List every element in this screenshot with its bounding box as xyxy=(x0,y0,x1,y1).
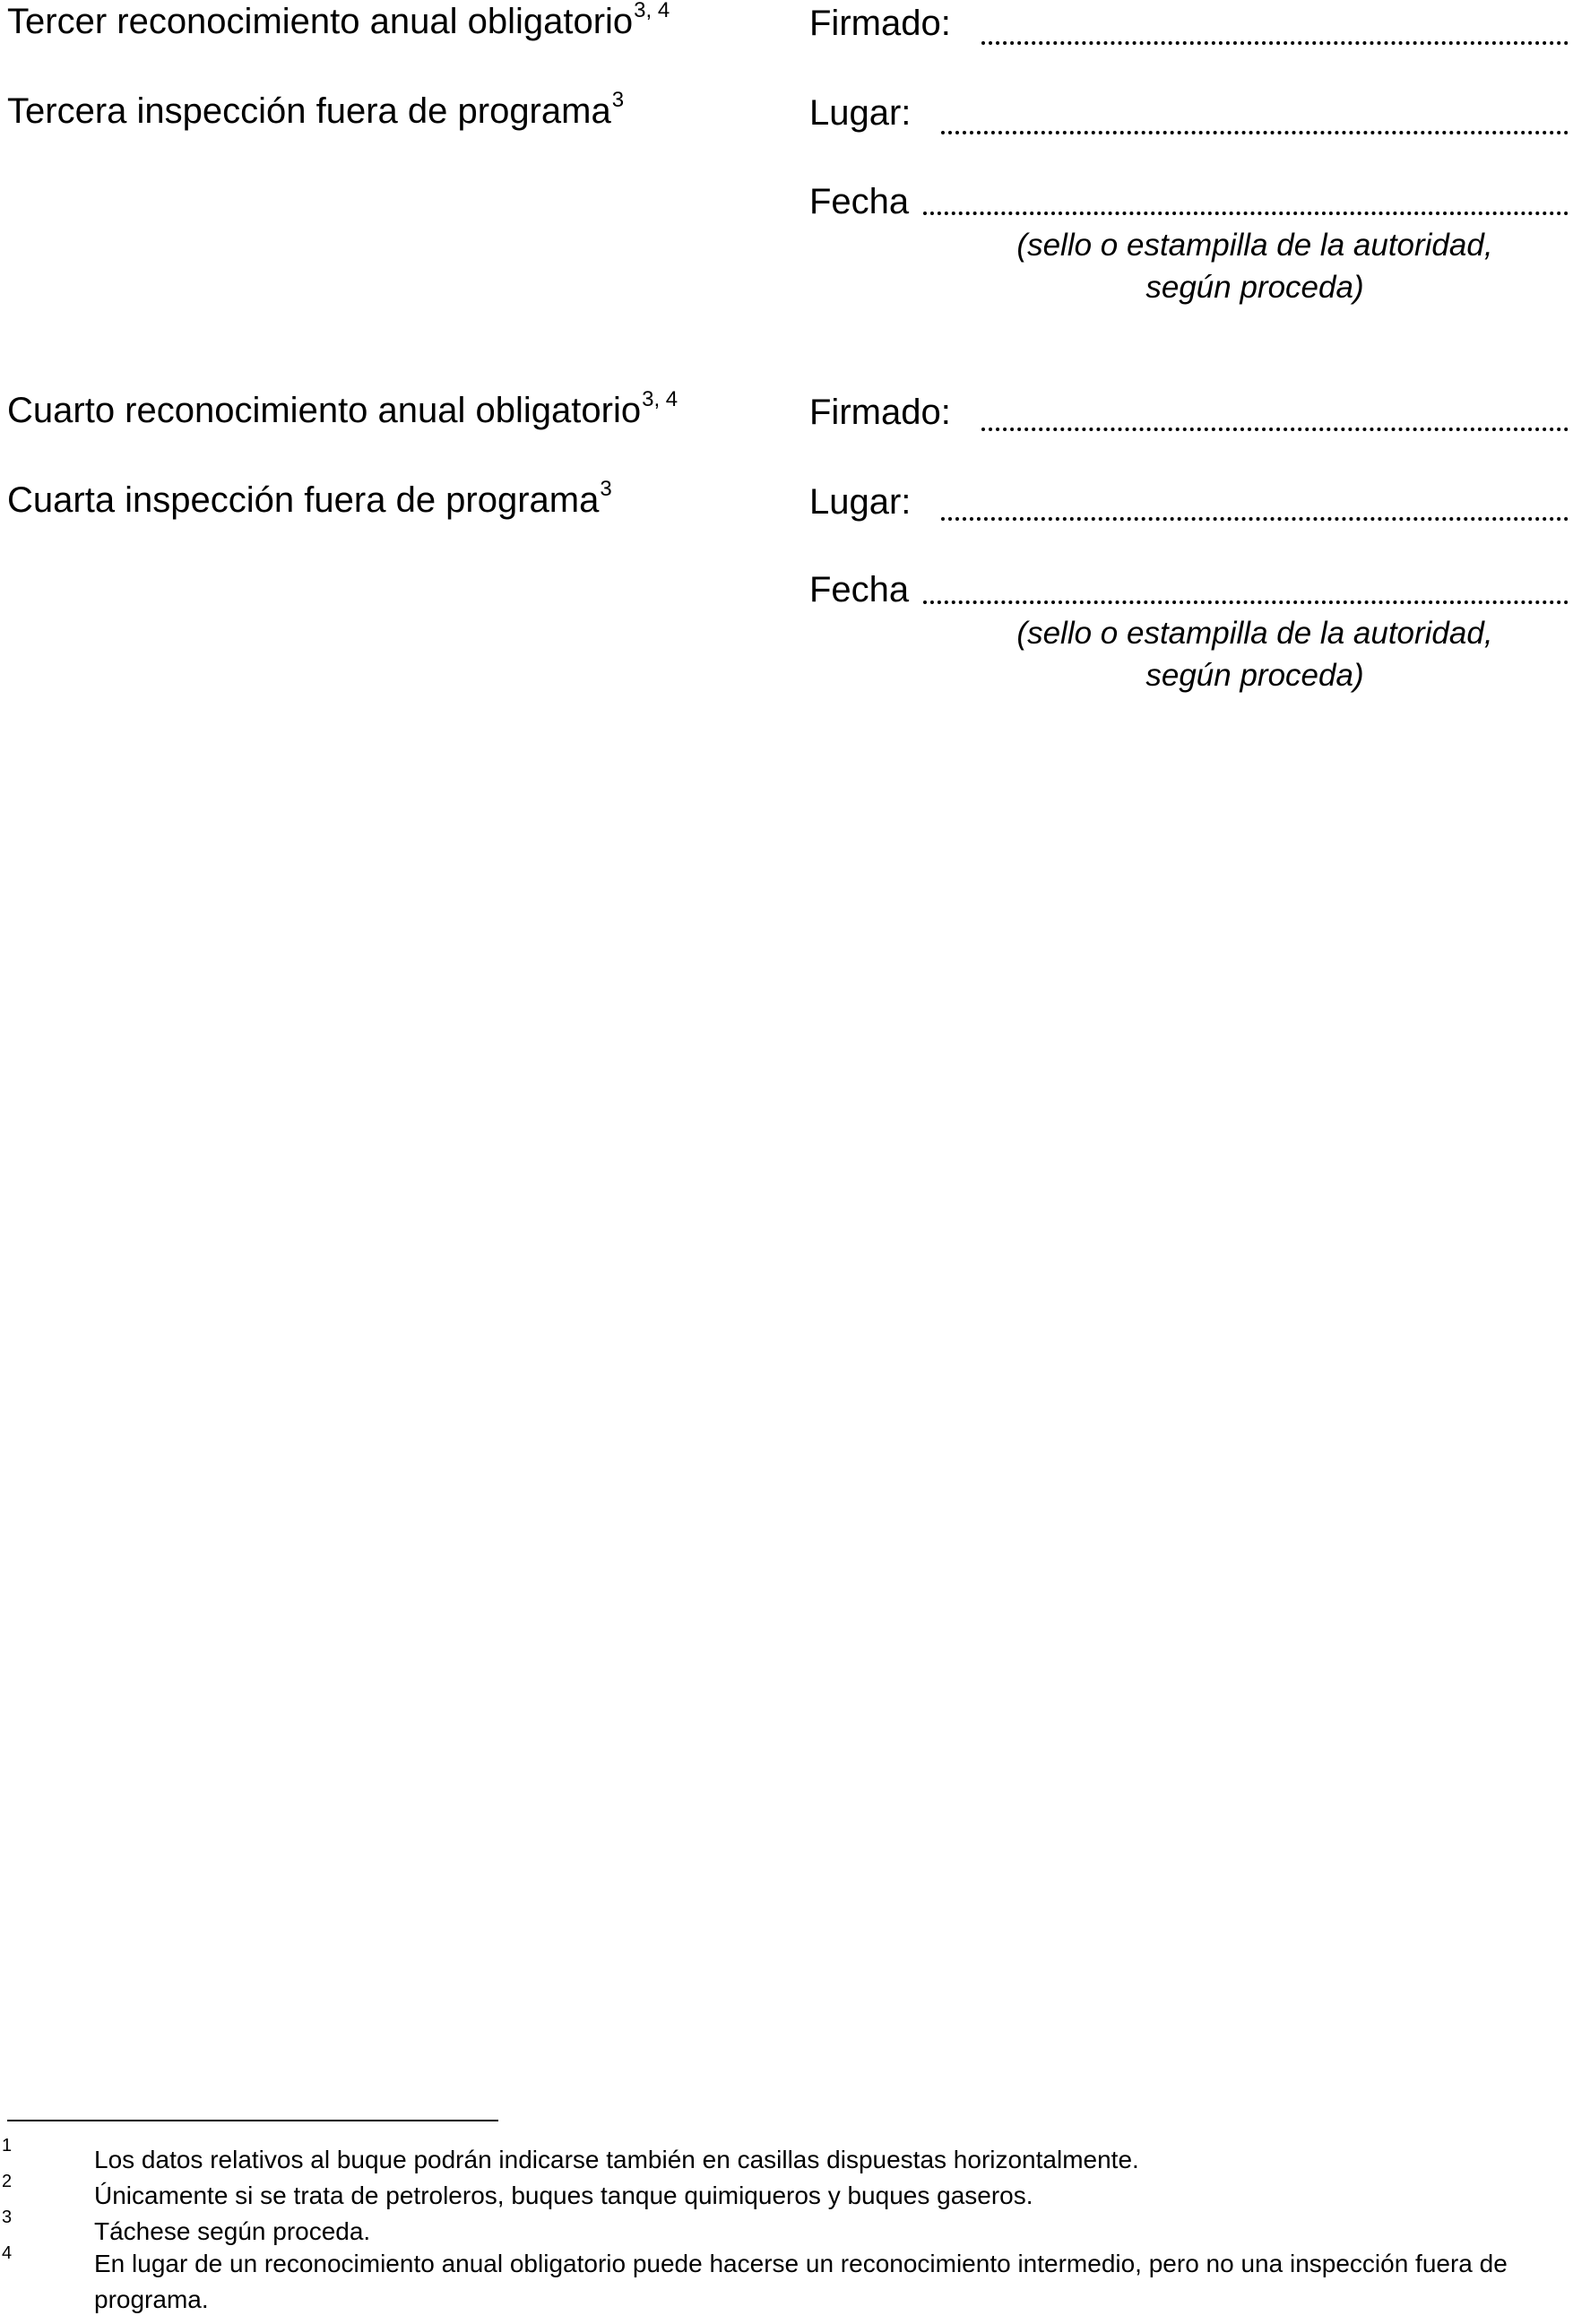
footnote-ref: 3, 4 xyxy=(642,387,678,411)
place-label: Lugar: xyxy=(809,93,912,133)
footnote-text: En lugar de un reconocimiento anual obligatorio puede hacerse un reconocimiento intermedio, pero no una inspección fuera de programa. xyxy=(94,2250,1508,2313)
survey-label: Tercer reconocimiento anual obligatorio$^{3, 4}$ xyxy=(7,0,670,41)
footnote-number: 2 xyxy=(2,2172,13,2191)
footnote-number: 3 xyxy=(2,2207,13,2227)
inspection-label: Cuarta inspección fuera de programa$^3$ xyxy=(7,477,612,520)
signature-line[interactable] xyxy=(981,428,1569,431)
footnote-ref: 3 xyxy=(600,477,612,501)
date-label: Fecha xyxy=(809,570,910,609)
signature-line[interactable] xyxy=(981,41,1569,45)
signed-label: Firmado: xyxy=(809,4,951,43)
date-line[interactable] xyxy=(923,212,1569,215)
footnote-separator xyxy=(7,2120,498,2121)
footnote-text: Táchese según proceda. xyxy=(94,2217,371,2245)
place-label: Lugar: xyxy=(809,482,912,522)
place-line[interactable] xyxy=(941,517,1569,521)
footnote-ref: 3, 4 xyxy=(634,0,670,22)
survey-label: Cuarto reconocimiento anual obligatorio$^{3, 4}$ xyxy=(7,387,678,430)
footnote-text: Únicamente si se trata de petroleros, buques tanque quimiqueros y buques gaseros. xyxy=(94,2181,1033,2209)
footnote-number: 1 xyxy=(2,2136,13,2156)
footnote-number: 4 xyxy=(2,2243,13,2263)
stamp-note: (sello o estampilla de la autoridad, según proceda) xyxy=(1016,616,1493,693)
signed-label: Firmado: xyxy=(809,393,951,432)
date-line[interactable] xyxy=(923,600,1569,604)
place-line[interactable] xyxy=(941,131,1569,134)
footnote-ref: 3 xyxy=(611,88,625,112)
inspection-label: Tercera inspección fuera de programa$^3$ xyxy=(7,88,625,131)
footnote-text: Los datos relativos al buque podrán indicarse también en casillas dispuestas horizontalmente. xyxy=(94,2146,1139,2173)
date-label: Fecha xyxy=(809,182,910,221)
stamp-note: (sello o estampilla de la autoridad, según proceda) xyxy=(1016,228,1493,305)
